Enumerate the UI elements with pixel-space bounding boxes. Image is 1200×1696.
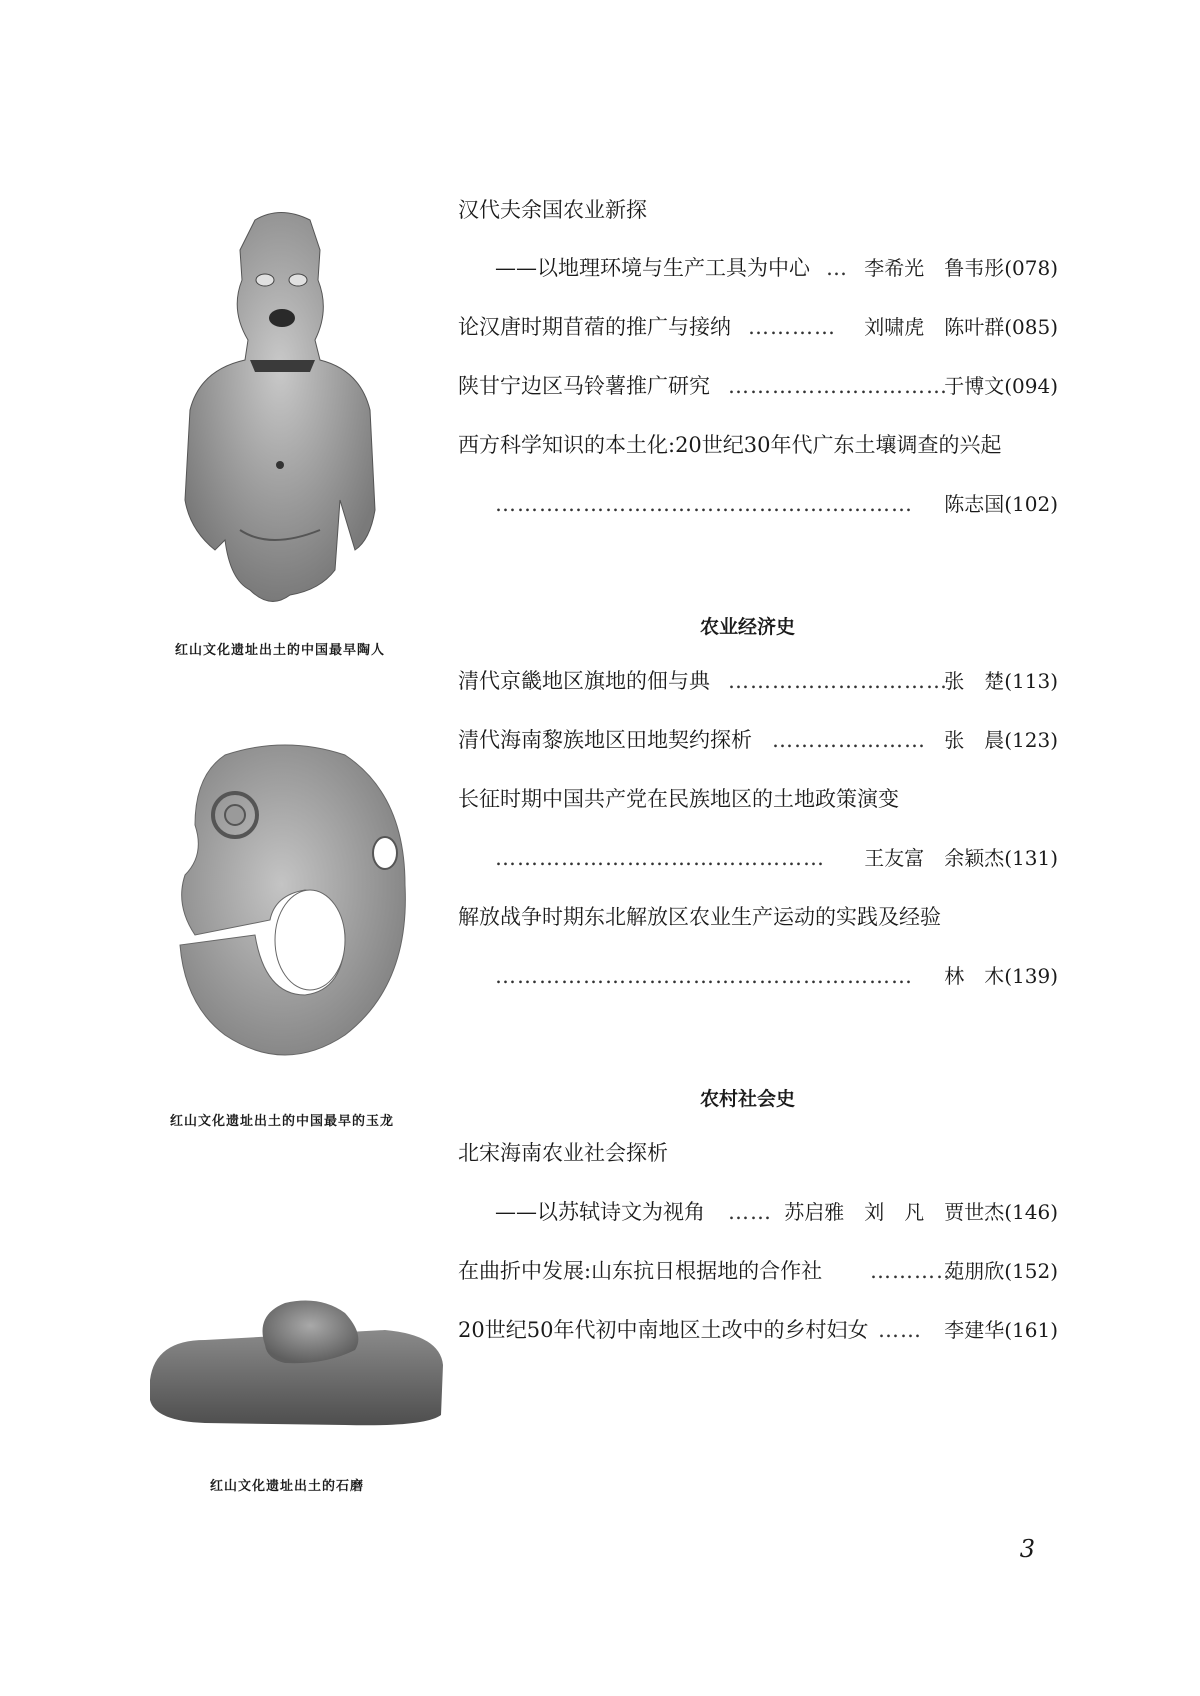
toc-leader-8: ………………………………………………… xyxy=(495,964,913,988)
toc-author-10: 苑朋欣(152) xyxy=(944,1259,1058,1283)
toc-leader-9: …… xyxy=(728,1200,772,1224)
toc-title-7: 长征时期中国共产党在民族地区的土地政策演变 xyxy=(458,787,899,811)
toc-leader-10: ………… xyxy=(870,1259,958,1283)
page-number: 3 xyxy=(1019,1535,1035,1563)
toc-leader-6: ………………… xyxy=(772,728,926,752)
toc-title-8: 解放战争时期东北解放区农业生产运动的实践及经验 xyxy=(458,905,941,929)
toc-title-11: 20世纪50年代初中南地区土改中的乡村妇女 xyxy=(458,1318,869,1342)
toc-author-11: 李建华(161) xyxy=(944,1318,1058,1342)
toc-subtitle-1: ——以地理环境与生产工具为中心 xyxy=(495,256,810,280)
toc-leader-3: ………………………… xyxy=(728,374,948,398)
toc-leader-4: ………………………………………………… xyxy=(495,492,913,516)
toc-leader-1: … xyxy=(826,256,848,280)
section-heading-rural-society: 农村社会史 xyxy=(700,1088,796,1110)
toc-title-10: 在曲折中发展:山东抗日根据地的合作社 xyxy=(458,1259,823,1283)
section-heading-agri-economy: 农业经济史 xyxy=(700,616,796,638)
toc-title-6: 清代海南黎族地区田地契约探析 xyxy=(458,728,752,752)
figure3-caption: 红山文化遗址出土的石磨 xyxy=(210,1479,365,1494)
toc-author-6: 张 晨(123) xyxy=(944,728,1058,752)
toc-author-4: 陈志国(102) xyxy=(944,492,1058,516)
toc-author-7: 王友富 余颖杰(131) xyxy=(864,846,1058,870)
toc-author-3: 于博文(094) xyxy=(944,374,1058,398)
toc-title-2: 论汉唐时期苜蓿的推广与接纳 xyxy=(458,315,731,339)
stone-mill-image xyxy=(145,1295,445,1430)
toc-author-9: 苏启雅 刘 凡 贾世杰(146) xyxy=(784,1200,1058,1224)
toc-title-1: 汉代夫余国农业新探 xyxy=(458,198,647,222)
pottery-figurine-image xyxy=(170,210,390,610)
toc-author-1: 李希光 鲁韦彤(078) xyxy=(864,256,1058,280)
toc-title-3: 陕甘宁边区马铃薯推广研究 xyxy=(458,374,710,398)
toc-leader-7: ……………………………………… xyxy=(495,846,825,870)
toc-leader-11: …… xyxy=(878,1318,922,1342)
jade-dragon-image xyxy=(165,735,415,1065)
figure2-caption: 红山文化遗址出土的中国最早的玉龙 xyxy=(170,1114,395,1129)
toc-title-4: 西方科学知识的本土化:20世纪30年代广东土壤调查的兴起 xyxy=(458,433,1002,457)
toc-author-2: 刘啸虎 陈叶群(085) xyxy=(864,315,1058,339)
toc-subtitle-9: ——以苏轼诗文为视角 xyxy=(495,1200,705,1224)
toc-leader-2: ………… xyxy=(748,315,836,339)
toc-title-9: 北宋海南农业社会探析 xyxy=(458,1141,668,1165)
toc-author-5: 张 楚(113) xyxy=(944,669,1058,693)
figure1-caption: 红山文化遗址出土的中国最早陶人 xyxy=(175,643,386,658)
toc-author-8: 林 木(139) xyxy=(944,964,1058,988)
toc-title-5: 清代京畿地区旗地的佃与典 xyxy=(458,669,710,693)
toc-leader-5: ………………………… xyxy=(728,669,948,693)
